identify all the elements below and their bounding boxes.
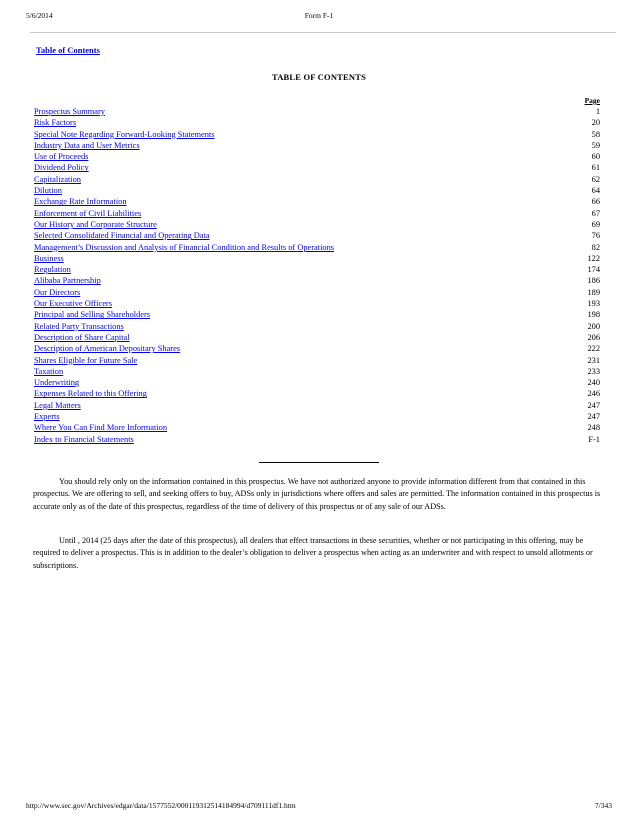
- toc-entry-page-number: 193: [587, 299, 600, 309]
- toc-entry-link[interactable]: Legal Matters: [34, 400, 81, 410]
- toc-entry-page-number: 246: [587, 389, 600, 399]
- toc-entry-page-number: 200: [587, 321, 600, 331]
- toc-entry: [34, 355, 600, 366]
- toc-entry: [34, 343, 600, 354]
- toc-entry: [34, 321, 600, 332]
- toc-entry-page-number: 82: [591, 242, 600, 252]
- page-indicator: 7/343: [594, 801, 612, 810]
- toc-entry-link[interactable]: Shares Eligible for Future Sale: [34, 355, 138, 365]
- toc-entry-link[interactable]: Taxation: [34, 366, 64, 376]
- toc-entry-page-number: 67: [591, 208, 600, 218]
- toc-entry-page-number: 231: [587, 355, 600, 365]
- toc-entry-page-number: 60: [591, 152, 600, 162]
- toc-entry-link[interactable]: Experts: [34, 412, 60, 422]
- toc-entry-link[interactable]: Dilution: [34, 186, 62, 196]
- toc-entry: [34, 287, 600, 298]
- toc-entry-page-number: F-1: [588, 434, 600, 444]
- notice-paragraph: You should rely only on the information contained in this prospectus. We have not authorized anyone to provide information different from that contained in this prospectus. We are offering to sell, and seeking offers to buy, ADSs only in jurisdictions where offers and sales are permitted. The information contained in this prospectus is accurate only as of the date of this prospectus, regardless of the time of delivery of this prospectus or of any sale of our ADSs.: [33, 477, 601, 511]
- toc-entry-link[interactable]: Selected Consolidated Financial and Operating Data: [34, 231, 210, 241]
- toc-entry: [34, 162, 600, 173]
- toc-entry-page-number: 64: [591, 186, 600, 196]
- toc-entry: [34, 400, 600, 411]
- toc-entry: [34, 309, 600, 320]
- toc-entry: [34, 208, 600, 219]
- toc-entry: [34, 366, 600, 377]
- toc-entry: [34, 117, 600, 128]
- toc-entry-page-number: 58: [591, 129, 600, 139]
- toc-entry-page-number: 122: [587, 253, 600, 263]
- toc-entry-page-number: 248: [587, 423, 600, 433]
- toc-entry-link[interactable]: Business: [34, 253, 64, 263]
- toc-entry-link[interactable]: Related Party Transactions: [34, 321, 124, 331]
- toc-entry-link[interactable]: Enforcement of Civil Liabilities: [34, 208, 142, 218]
- toc-entry: [34, 140, 600, 151]
- toc-entry: [34, 411, 600, 422]
- toc-entry-link[interactable]: Exchange Rate Information: [34, 197, 127, 207]
- toc-entry: [34, 174, 600, 185]
- toc-list: [34, 106, 600, 445]
- table-of-contents-link[interactable]: Table of Contents: [36, 45, 100, 55]
- toc-entry: [34, 242, 600, 253]
- top-divider: [30, 32, 616, 33]
- toc-entry-page-number: 233: [587, 366, 600, 376]
- toc-entry-link[interactable]: Dividend Policy: [34, 163, 89, 173]
- toc-entry-page-number: 69: [591, 219, 600, 229]
- toc-entry: [34, 196, 600, 207]
- toc-entry: [34, 434, 600, 445]
- page-column-header: Page: [584, 96, 600, 105]
- toc-entry: [34, 422, 600, 433]
- toc-entry-link[interactable]: Risk Factors: [34, 118, 77, 128]
- toc-entry-link[interactable]: Description of Share Capital: [34, 332, 130, 342]
- toc-entry: [34, 332, 600, 343]
- toc-entry-link[interactable]: Capitalization: [34, 174, 81, 184]
- toc-entry-link[interactable]: Index to Financial Statements: [34, 434, 134, 444]
- toc-entry: [34, 298, 600, 309]
- toc-entry-link[interactable]: Management’s Discussion and Analysis of Financial Condition and Results of Operations: [34, 242, 335, 252]
- toc-entry: [34, 230, 600, 241]
- toc-entry: [34, 151, 600, 162]
- toc-entry-link[interactable]: Where You Can Find More Information: [34, 423, 168, 433]
- toc-entry-page-number: 222: [587, 344, 600, 354]
- toc-entry-page-number: 240: [587, 378, 600, 388]
- toc-entry-link[interactable]: Expenses Related to this Offering: [34, 389, 147, 399]
- toc-entry-page-number: 61: [591, 163, 600, 173]
- print-date: 5/6/2014: [26, 11, 53, 20]
- source-url: http://www.sec.gov/Archives/edgar/data/1577552/000119312514184994/d709111df1.htm: [26, 801, 296, 810]
- toc-entry-link[interactable]: Our Executive Officers: [34, 299, 112, 309]
- toc-entry-page-number: 66: [591, 197, 600, 207]
- toc-entry-link[interactable]: Use of Proceeds: [34, 152, 89, 162]
- toc-entry: [34, 185, 600, 196]
- print-footer: [26, 800, 612, 812]
- toc-entry-page-number: 186: [587, 276, 600, 286]
- dealer-delivery-paragraph: Until , 2014 (25 days after the date of this prospectus), all dealers that effect transactions in these securities, whether or not participating in this offering, may be required to deliver a prospectus. This is in addition to the dealer’s obligation to deliver a prospectus when acting as an underwriter and with respect to unsold allotments or subscriptions.: [33, 536, 593, 570]
- toc-entry-page-number: 174: [587, 265, 600, 275]
- toc-entry-page-number: 206: [587, 332, 600, 342]
- toc-entry: [34, 106, 600, 117]
- toc-entry: [34, 219, 600, 230]
- toc-entry-page-number: 189: [587, 287, 600, 297]
- toc-entry-link[interactable]: Special Note Regarding Forward-Looking Statements: [34, 129, 215, 139]
- toc-entry-link[interactable]: Industry Data and User Metrics: [34, 140, 140, 150]
- print-header: [26, 10, 612, 22]
- toc-entry: [34, 253, 600, 264]
- toc-entry-page-number: 20: [591, 118, 600, 128]
- toc-entry-link[interactable]: Principal and Selling Shareholders: [34, 310, 151, 320]
- toc-entry-page-number: 59: [591, 140, 600, 150]
- toc-entry: [34, 388, 600, 399]
- toc-entry-page-number: 247: [587, 400, 600, 410]
- toc-entry-link[interactable]: Prospectus Summary: [34, 107, 105, 116]
- page-title: TABLE OF CONTENTS: [271, 72, 367, 82]
- toc-entry-link[interactable]: Our Directors: [34, 287, 81, 297]
- toc-entry-link[interactable]: Underwriting: [34, 378, 80, 388]
- toc-entry-page-number: 198: [587, 310, 600, 320]
- toc-entry: [34, 275, 600, 286]
- toc-entry-page-number: 1: [595, 107, 600, 116]
- toc-entry: [34, 377, 600, 388]
- toc-entry: [34, 264, 600, 275]
- toc-entry-page-number: 247: [587, 412, 600, 422]
- section-divider: [259, 462, 379, 463]
- toc-entry-link[interactable]: Our History and Corporate Structure: [34, 219, 157, 229]
- toc-entry: [34, 129, 600, 140]
- toc-entry-page-number: 76: [591, 231, 600, 241]
- toc-entry-link[interactable]: Regulation: [34, 265, 71, 275]
- toc-entry-link[interactable]: Description of American Depositary Shares: [34, 344, 181, 354]
- toc-entry-link[interactable]: Alibaba Partnership: [34, 276, 101, 286]
- print-form-title: Form F-1: [304, 11, 334, 20]
- toc-entry-page-number: 62: [591, 174, 600, 184]
